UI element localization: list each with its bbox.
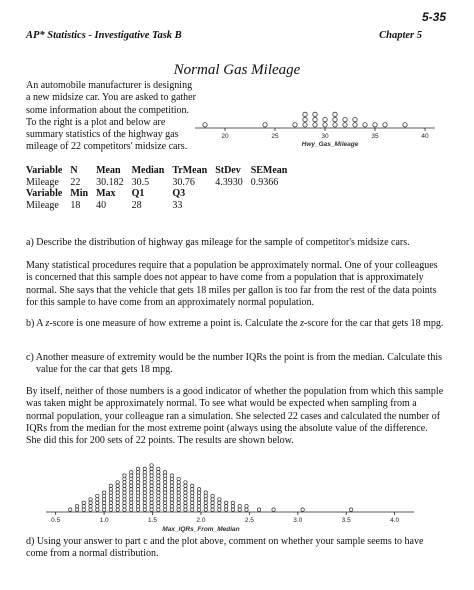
data-point (170, 508, 173, 511)
data-point (157, 494, 160, 497)
x-tick-label: 0.5 (51, 517, 61, 524)
data-point (343, 117, 347, 121)
data-point (136, 501, 139, 504)
data-point (177, 477, 180, 480)
data-point (184, 501, 187, 504)
data-point (116, 484, 119, 487)
x-tick-label: 30 (321, 133, 329, 140)
data-point (231, 505, 234, 508)
data-point (157, 477, 160, 480)
data-point (136, 467, 139, 470)
data-point (130, 474, 133, 477)
data-point (123, 488, 126, 491)
data-point (238, 505, 241, 508)
data-point (218, 498, 221, 501)
data-point (109, 488, 112, 491)
data-point (130, 494, 133, 497)
z-symbol: z (300, 318, 305, 329)
data-point (75, 508, 78, 511)
data-point (343, 123, 347, 127)
stats-header-cell: Median (131, 165, 165, 176)
question-b-text: b) A (26, 318, 46, 329)
data-point (224, 505, 227, 508)
data-point (184, 498, 187, 501)
data-point (157, 474, 160, 477)
data-point (136, 488, 139, 491)
data-point (163, 471, 166, 474)
data-point (82, 508, 85, 511)
data-point (96, 501, 99, 504)
data-point (89, 498, 92, 501)
data-point (109, 484, 112, 487)
data-point (184, 481, 187, 484)
data-point (123, 477, 126, 480)
data-point (130, 501, 133, 504)
data-point (102, 505, 105, 508)
data-point (143, 471, 146, 474)
data-point (75, 505, 78, 508)
data-point (143, 481, 146, 484)
x-tick-label: 40 (421, 133, 429, 140)
data-point (333, 117, 337, 121)
data-point (116, 494, 119, 497)
x-tick-label: 2.0 (196, 517, 206, 524)
data-point (130, 488, 133, 491)
data-point (323, 117, 327, 121)
data-point (177, 488, 180, 491)
data-point (177, 501, 180, 504)
stats-header-cell: Min (70, 188, 89, 199)
x-tick-label: 1.5 (148, 517, 158, 524)
data-point (224, 508, 227, 511)
data-point (123, 498, 126, 501)
x-tick-label: 1.0 (99, 517, 109, 524)
question-d: d) Using your answer to part c and the plot above, comment on whether your sample seems to have come from a normal distribution. (26, 536, 424, 560)
data-point (82, 505, 85, 508)
x-axis-label: Hwy_Gas_Mileage (301, 141, 359, 148)
data-point (333, 112, 337, 116)
data-point (123, 491, 126, 494)
data-point (150, 477, 153, 480)
question-b-text: -score for the car that gets 18 mpg. (304, 318, 444, 329)
data-point (303, 123, 307, 127)
data-point (184, 505, 187, 508)
data-point (157, 488, 160, 491)
data-point (89, 508, 92, 511)
data-point (177, 508, 180, 511)
data-point (303, 112, 307, 116)
data-point (218, 505, 221, 508)
data-point (170, 488, 173, 491)
stats-value-cell: 33 (172, 199, 183, 211)
data-point (130, 477, 133, 480)
data-point (123, 508, 126, 511)
data-point (130, 481, 133, 484)
data-point (373, 123, 377, 127)
data-point (191, 498, 194, 501)
x-tick-label: 4.0 (390, 517, 400, 524)
data-point (204, 498, 207, 501)
data-point (170, 477, 173, 480)
data-point (211, 501, 214, 504)
data-point (109, 494, 112, 497)
data-point (157, 498, 160, 501)
data-point (257, 508, 260, 511)
stats-header-cell: N (70, 165, 78, 176)
course-header: AP* Statistics - Investigative Task B (26, 30, 182, 41)
data-point (123, 484, 126, 487)
mileage-dotplot (185, 92, 445, 154)
data-point (263, 123, 267, 127)
data-point (177, 491, 180, 494)
data-point (191, 491, 194, 494)
data-point (96, 508, 99, 511)
data-point (157, 508, 160, 511)
data-point (170, 474, 173, 477)
data-point (184, 494, 187, 497)
data-point (143, 505, 146, 508)
data-point (130, 498, 133, 501)
data-point (102, 494, 105, 497)
data-point (143, 474, 146, 477)
stats-header-cell: TrMean (172, 165, 208, 176)
data-point (245, 505, 248, 508)
question-b (26, 318, 444, 330)
page-number: 5-35 (421, 10, 446, 24)
stats-value-cell: Mileage (26, 176, 59, 188)
data-point (150, 484, 153, 487)
data-point (191, 508, 194, 511)
data-point (177, 494, 180, 497)
stats-header-cell: Variable (26, 188, 63, 199)
data-point (197, 505, 200, 508)
data-point (177, 481, 180, 484)
data-point (224, 501, 227, 504)
data-point (245, 508, 248, 511)
data-point (150, 505, 153, 508)
data-point (157, 467, 160, 470)
data-point (157, 481, 160, 484)
data-point (130, 484, 133, 487)
data-point (123, 481, 126, 484)
data-point (69, 508, 72, 511)
data-point (204, 494, 207, 497)
data-point (363, 123, 367, 127)
data-point (272, 508, 275, 511)
data-point (163, 498, 166, 501)
stats-header-row-1 (26, 165, 295, 177)
stats-value-cell: 28 (131, 199, 142, 211)
data-point (203, 123, 207, 127)
data-point (143, 508, 146, 511)
data-point (150, 481, 153, 484)
data-point (170, 484, 173, 487)
stats-value-cell: 30.5 (131, 176, 150, 188)
stats-value-cell: 4.3930 (215, 176, 243, 188)
data-point (313, 112, 317, 116)
data-point (197, 498, 200, 501)
intro-paragraph: An automobile manufacturer is designing a new midsize car. You are asked to gather some information about the competition. To the right is a plot and below are summary statistics of the highway gas mileage of 22 competitors' midsize cars. (26, 80, 196, 153)
data-point (238, 508, 241, 511)
data-point (150, 471, 153, 474)
z-symbol: z (45, 318, 50, 329)
data-point (197, 508, 200, 511)
simulation-dotplot (40, 452, 420, 534)
data-point (143, 491, 146, 494)
data-point (96, 498, 99, 501)
data-point (150, 488, 153, 491)
data-point (303, 117, 307, 121)
data-point (150, 467, 153, 470)
data-point (333, 123, 337, 127)
data-point (116, 481, 119, 484)
data-point (150, 501, 153, 504)
data-point (163, 491, 166, 494)
x-tick-label: 3.0 (293, 517, 303, 524)
stats-header-cell: Variable (26, 165, 63, 176)
data-point (313, 117, 317, 121)
data-point (157, 491, 160, 494)
data-point (163, 484, 166, 487)
data-point (170, 494, 173, 497)
data-point (96, 505, 99, 508)
stats-header-cell: Mean (96, 165, 121, 176)
data-point (184, 488, 187, 491)
data-point (353, 123, 357, 127)
data-point (163, 501, 166, 504)
data-point (136, 498, 139, 501)
data-point (143, 498, 146, 501)
x-tick-label: 35 (371, 133, 379, 140)
data-point (157, 471, 160, 474)
data-point (218, 501, 221, 504)
data-point (204, 505, 207, 508)
data-point (150, 464, 153, 467)
data-point (197, 491, 200, 494)
stats-value-cell: Mileage (26, 199, 59, 211)
data-point (89, 501, 92, 504)
data-point (170, 498, 173, 501)
data-point (102, 508, 105, 511)
data-point (116, 498, 119, 501)
stats-value-cell: 30.182 (96, 176, 124, 188)
data-point (197, 488, 200, 491)
data-point (136, 491, 139, 494)
data-point (150, 498, 153, 501)
data-point (136, 484, 139, 487)
data-point (109, 508, 112, 511)
stats-header-cell: Q3 (172, 188, 186, 199)
data-point (191, 505, 194, 508)
data-point (204, 491, 207, 494)
data-point (109, 498, 112, 501)
data-point (163, 488, 166, 491)
data-point (123, 505, 126, 508)
question-c: c) Another measure of extremity would be the number IQRs the point is from the median. Calculate this value for the car that gets 18 mpg. (26, 352, 443, 376)
data-point (157, 501, 160, 504)
data-point (211, 498, 214, 501)
data-point (293, 123, 297, 127)
data-point (353, 117, 357, 121)
data-point (143, 467, 146, 470)
stats-header-row-2 (26, 188, 295, 200)
data-point (102, 498, 105, 501)
data-point (197, 494, 200, 497)
data-point (109, 505, 112, 508)
data-point (170, 481, 173, 484)
data-point (184, 484, 187, 487)
data-point (211, 494, 214, 497)
data-point (163, 481, 166, 484)
data-point (130, 505, 133, 508)
data-point (204, 508, 207, 511)
data-point (177, 484, 180, 487)
data-point (403, 123, 407, 127)
data-point (163, 477, 166, 480)
data-point (177, 498, 180, 501)
data-point (123, 501, 126, 504)
data-point (136, 508, 139, 511)
data-point (136, 474, 139, 477)
x-tick-label: 25 (271, 133, 279, 140)
data-point (116, 491, 119, 494)
data-point (157, 505, 160, 508)
x-tick-label: 3.5 (341, 517, 351, 524)
summary-stats-table (26, 165, 295, 211)
data-point (102, 501, 105, 504)
stats-header-cell: Q1 (131, 188, 145, 199)
x-axis-label: Max_IQRs_From_Median (162, 526, 240, 533)
data-point (163, 505, 166, 508)
data-point (191, 494, 194, 497)
stats-header-cell: Max (96, 188, 116, 199)
data-point (143, 494, 146, 497)
data-point (323, 123, 327, 127)
data-point (89, 505, 92, 508)
data-point (136, 505, 139, 508)
data-point (170, 505, 173, 508)
stats-value-cell: 18 (70, 199, 81, 211)
data-point (301, 508, 304, 511)
page-title: Normal Gas Mileage (173, 62, 301, 78)
data-point (218, 508, 221, 511)
data-point (349, 508, 352, 511)
stats-value-cell: 0.9366 (250, 176, 279, 188)
stats-value-cell: 22 (70, 176, 81, 188)
data-point (143, 488, 146, 491)
data-point (191, 488, 194, 491)
question-a: a) Describe the distribution of highway gas mileage for the sample of competitor's midsize cars. (26, 237, 410, 248)
data-point (170, 501, 173, 504)
data-point (163, 474, 166, 477)
data-point (170, 491, 173, 494)
stats-value-cell: 40 (96, 199, 107, 211)
data-point (150, 491, 153, 494)
question-b-text: -score is one measure of how extreme a point is. Calculate the (49, 318, 301, 329)
stats-value-row-2 (26, 200, 295, 212)
data-point (143, 477, 146, 480)
data-point (123, 494, 126, 497)
data-point (109, 491, 112, 494)
data-point (143, 501, 146, 504)
stats-value-row-1 (26, 177, 295, 189)
data-point (150, 474, 153, 477)
data-point (109, 501, 112, 504)
data-point (163, 508, 166, 511)
stats-header-cell: SEMean (250, 165, 288, 176)
colleague-paragraph: Many statistical procedures require that a population be approximately normal. One of your colleagues is concerned that this sample does not appear to have come from a population that is approximately normal. She says that the vehicle that gets 18 miles per gallon is too far from the rest of the data points for this sample to have come from an approximately normal population. (26, 260, 438, 308)
data-point (184, 508, 187, 511)
data-point (184, 491, 187, 494)
data-point (130, 508, 133, 511)
data-point (136, 477, 139, 480)
data-point (163, 494, 166, 497)
data-point (313, 123, 317, 127)
data-point (96, 494, 99, 497)
data-point (116, 488, 119, 491)
data-point (383, 123, 387, 127)
chapter-header: Chapter 5 (379, 30, 422, 41)
x-tick-label: 2.5 (244, 517, 254, 524)
data-point (116, 505, 119, 508)
x-tick-label: 20 (221, 133, 229, 140)
data-point (204, 501, 207, 504)
data-point (136, 471, 139, 474)
data-point (211, 505, 214, 508)
data-point (191, 484, 194, 487)
data-point (130, 491, 133, 494)
data-point (123, 474, 126, 477)
data-point (136, 481, 139, 484)
simulation-paragraph: By itself, neither of those numbers is a good indicator of whether the population from which this sample was taken might be approximately normal. To see what would be expected when sampling from a normal population, your colleague ran a simulation. She selected 22 cases and calculated the number of IQRs from the median for the most extreme point (always using the absolute value of the difference. She did this for 200 sets of 22 points. The results are shown below. (26, 386, 444, 447)
data-point (116, 501, 119, 504)
data-point (157, 484, 160, 487)
stats-value-cell: 30.76 (172, 176, 195, 188)
data-point (211, 508, 214, 511)
data-point (231, 508, 234, 511)
data-point (116, 508, 119, 511)
data-point (231, 501, 234, 504)
data-point (150, 494, 153, 497)
data-point (136, 494, 139, 497)
data-point (102, 491, 105, 494)
data-point (177, 505, 180, 508)
data-point (143, 484, 146, 487)
stats-header-cell: StDev (215, 165, 241, 176)
data-point (82, 501, 85, 504)
data-point (197, 501, 200, 504)
data-point (130, 471, 133, 474)
data-point (150, 508, 153, 511)
data-point (191, 501, 194, 504)
